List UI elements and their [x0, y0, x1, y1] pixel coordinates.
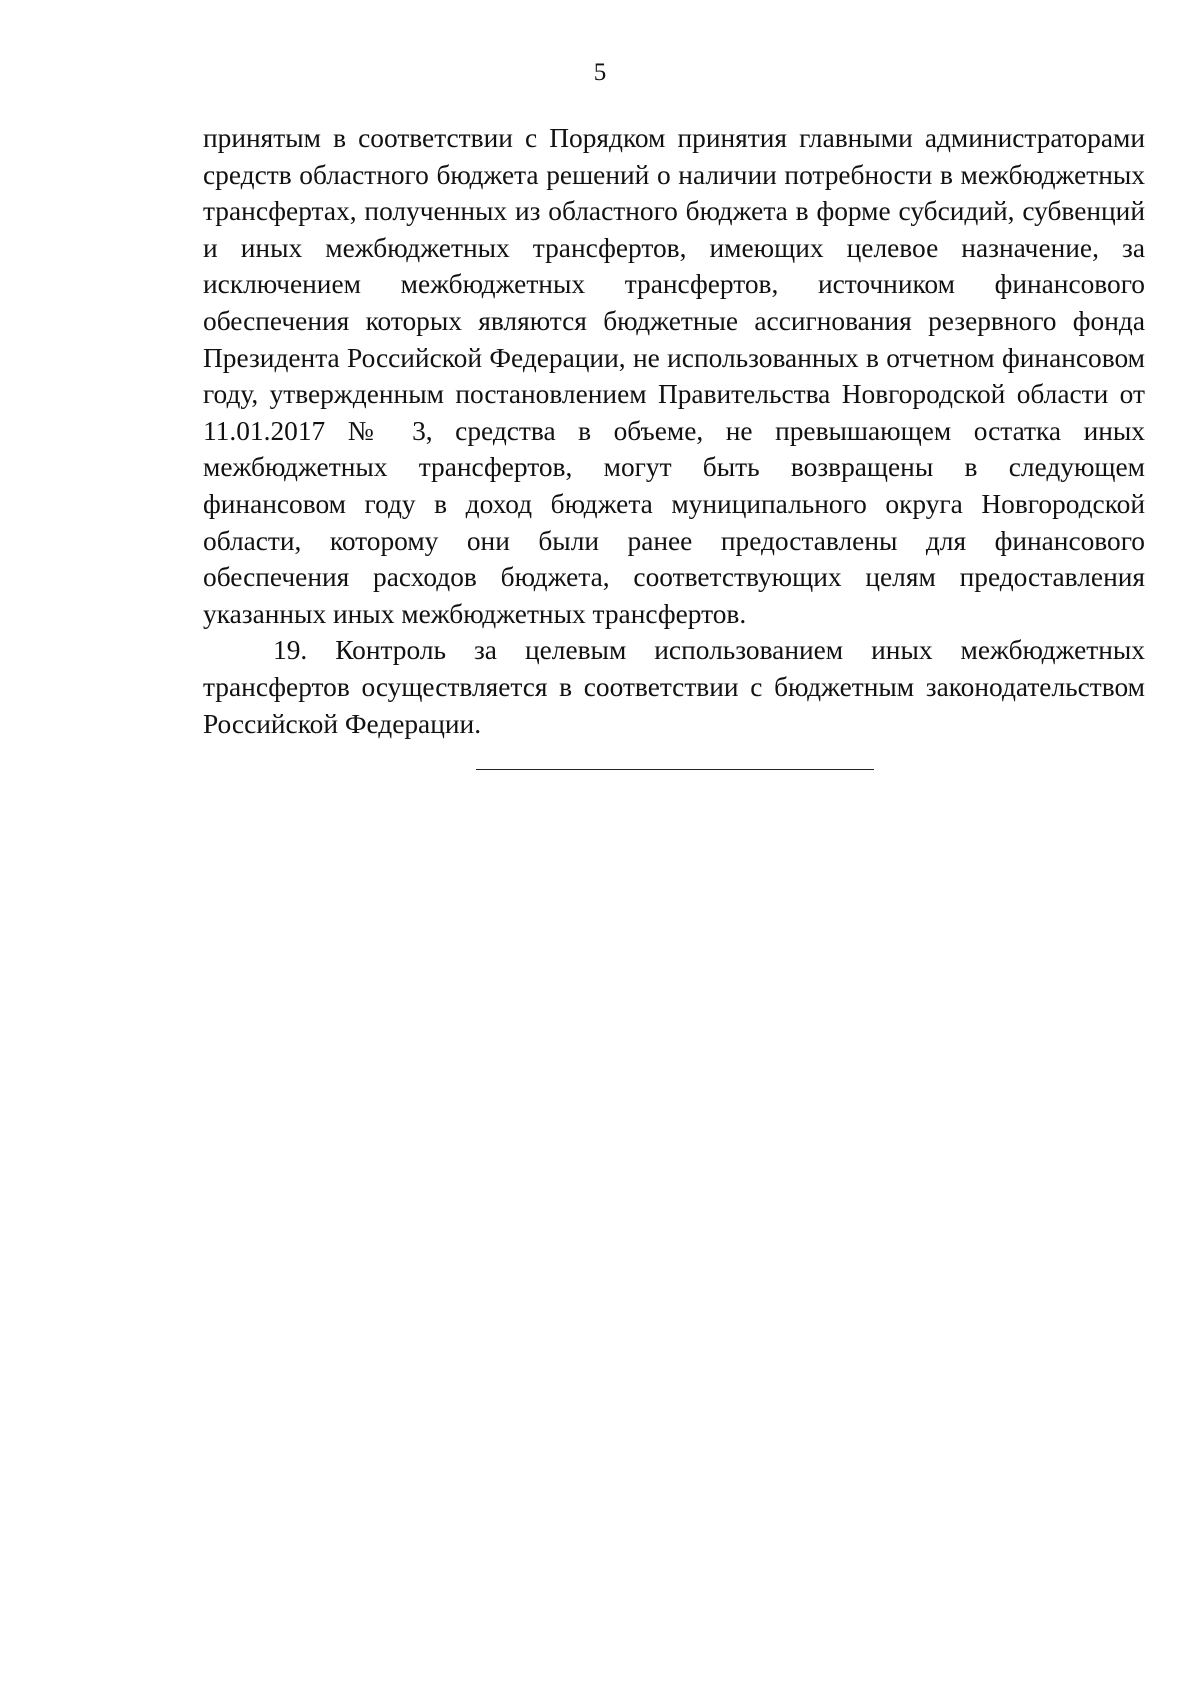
paragraph-item-19: 19. Контроль за целевым использованием иных межбюджетных трансфертов осуществляется в соответствии с бюджетным законодательством Российской Федерации. [203, 635, 1145, 739]
page-number: 5 [593, 59, 607, 86]
end-of-document-rule [476, 769, 874, 770]
paragraph-continuation: принятым в соответствии с Порядком принятия главными администраторами средств областного бюджета решений о наличии потребности в межбюджетных трансфертах, полученных из областного бюджета в форме субсидий, субвенций и иных межбюджетных трансфертов, имеющих целевое назначение, за исключением межбюджетных трансфертов, источником финансового обеспечения которых являются бюджетные ассигнования резервного фонда Президента Российской Федерации, не использованных в отчетном финансовом году, утвержденным постановлением Правительства Новгородской области от 11.01.2017 № 3, средства в объеме, не превышающем остатка иных межбюджетных трансфертов, могут быть возвращены в следующем финансовом году в доход бюджета муниципального округа Новгородской области, которому они были ранее предоставлены для финансового обеспечения расходов бюджета, соответствующих целям предоставления указанных иных межбюджетных трансфертов. [203, 123, 1145, 629]
document-body [203, 120, 1145, 742]
